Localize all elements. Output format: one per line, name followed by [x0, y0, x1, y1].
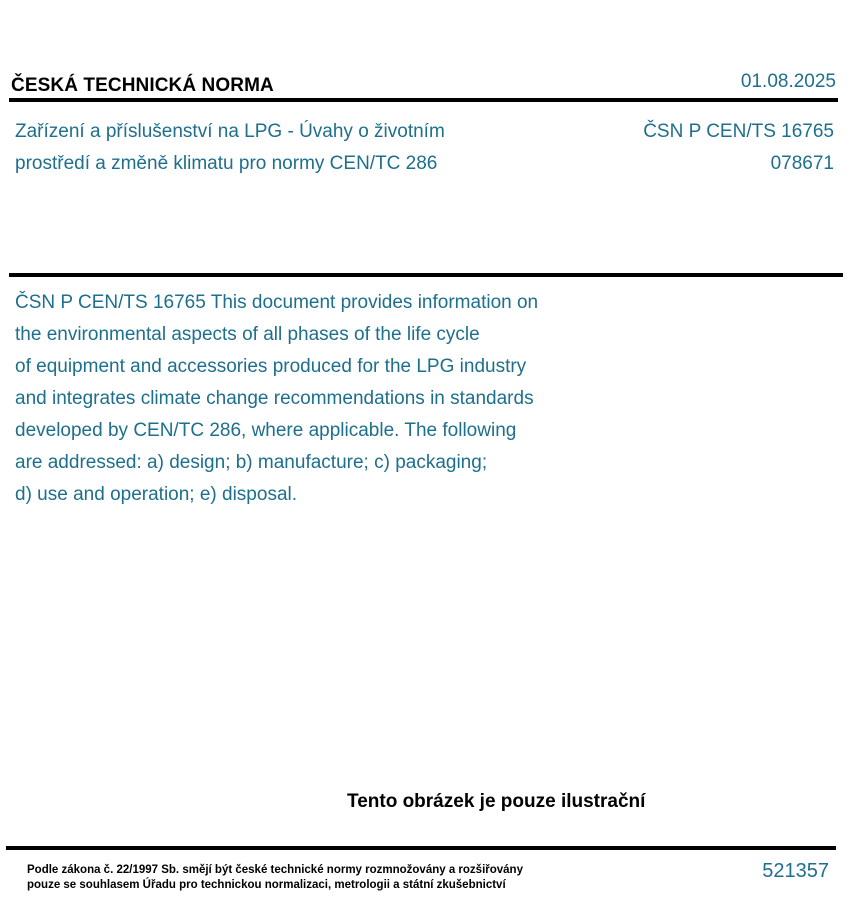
- legal-notice-line: Podle zákona č. 22/1997 Sb. smějí být české technické normy rozmnožovány a rozšiřovány: [27, 864, 523, 876]
- publication-date: 01.08.2025: [740, 71, 836, 92]
- abstract-line: and integrates climate change recommendations in standards: [15, 388, 534, 409]
- document-id: 521357: [762, 860, 829, 882]
- standard-title-line: Zařízení a příslušenství na LPG - Úvahy o životním: [15, 121, 445, 142]
- abstract-line: developed by CEN/TC 286, where applicable. The following: [15, 420, 517, 441]
- legal-notice: [27, 863, 523, 893]
- standard-title: [15, 116, 575, 180]
- abstract-line: ČSN P CEN/TS 16765 This document provides information on: [15, 292, 539, 313]
- abstract-line: of equipment and accessories produced for the LPG industry: [15, 356, 527, 377]
- section-divider: [9, 273, 843, 277]
- abstract-line: d) use and operation; e) disposal.: [15, 484, 298, 505]
- standard-title-line: prostředí a změně klimatu pro normy CEN/TC 286: [15, 153, 438, 174]
- standard-code: ČSN P CEN/TS 16765: [643, 121, 834, 142]
- header-divider: [9, 98, 838, 102]
- legal-notice-line: pouze se souhlasem Úřadu pro technickou normalizaci, metrologii a státní zkušebnictví: [27, 879, 506, 891]
- abstract-line: the environmental aspects of all phases of the life cycle: [15, 324, 480, 345]
- footer-divider: [6, 846, 836, 850]
- abstract-line: are addressed: a) design; b) manufacture; c) packaging;: [15, 452, 488, 473]
- abstract-text: [15, 287, 655, 511]
- standard-identifiers: [643, 116, 834, 180]
- illustrative-notice: Tento obrázek je pouze ilustrační: [347, 791, 646, 812]
- catalog-number: 078671: [770, 153, 834, 174]
- document-header-title: ČESKÁ TECHNICKÁ NORMA: [11, 75, 274, 96]
